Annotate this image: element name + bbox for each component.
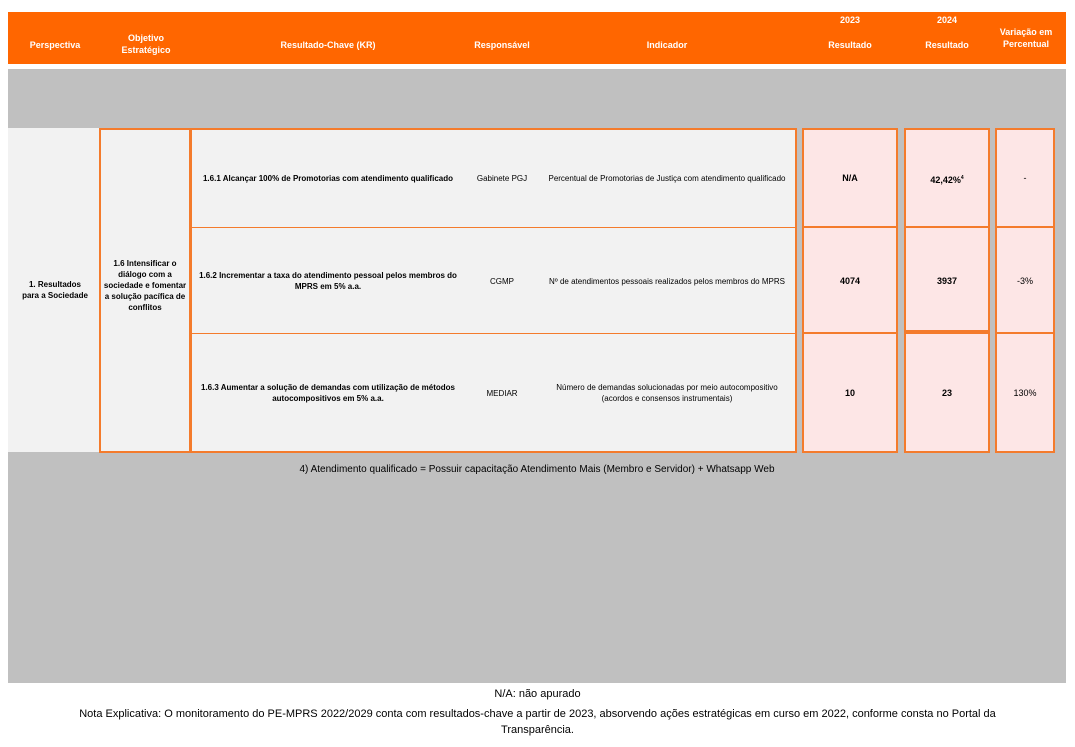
- resultado-2023-2: 4074: [839, 276, 861, 286]
- cell-divider: [804, 332, 896, 334]
- header-resultado-2023: Resultado: [828, 40, 872, 50]
- responsavel-3: MEDIAR: [486, 389, 518, 398]
- footer-nota: Nota Explicativa: O monitoramento do PE-MPRS 2022/2029 conta com resultados-chave a partir de 2023, absorvendo ações estratégicas em curso em 2022, conforme consta no Portal da Transparência.: [79, 708, 996, 736]
- header-responsavel: Responsável: [474, 40, 530, 50]
- kr-2-label: 1.6.2 Incrementar a taxa do atendimento pessoal pelos membros do MPRS em 5% a.a.: [199, 271, 457, 291]
- variacao-3: 130%: [1013, 388, 1037, 398]
- indicador-3: Número de demandas solucionadas por meio autocompositivo (acordos e consensos instrumentais): [556, 383, 778, 403]
- indicador-2: Nº de atendimentos pessoais realizados pelos membros do MPRS: [549, 277, 785, 286]
- cell-divider: [804, 226, 896, 228]
- resultado-2024-2: 3937: [936, 276, 958, 286]
- header-indicador: Indicador: [646, 40, 688, 50]
- variacao-1: -: [1023, 173, 1027, 183]
- kr-1-label: 1.6.1 Alcançar 100% de Promotorias com atendimento qualificado: [202, 174, 453, 183]
- row-divider: [192, 227, 795, 228]
- kr-3-label: 1.6.3 Aumentar a solução de demandas com utilização de métodos autocompositivos em 5% a.a.: [201, 383, 455, 403]
- perspectiva-label: 1. Resultados para a Sociedade: [22, 280, 88, 300]
- resultado-2023-1: N/A: [842, 173, 858, 183]
- cell-divider: [997, 226, 1053, 228]
- header-variacao: Variação em Percentual: [999, 27, 1053, 49]
- indicador-1: Percentual de Promotorias de Justiça com atendimento qualificado: [548, 174, 786, 183]
- footnote-ref: 4: [960, 175, 964, 181]
- resultado-2024-3: 23: [941, 388, 952, 398]
- header-perspectiva: Perspectiva: [29, 40, 81, 50]
- cell-divider: [997, 332, 1053, 334]
- cell-divider: [906, 332, 988, 334]
- header-year-2024: 2024: [936, 15, 958, 25]
- resultado-2024-1-value: 42,42%: [930, 175, 961, 185]
- resultado-2024-1: [904, 173, 990, 186]
- header-objetivo: Objetivo Estratégico: [121, 33, 171, 55]
- header-year-2023: 2023: [839, 15, 861, 25]
- responsavel-1: Gabinete PGJ: [476, 174, 528, 183]
- resultado-2023-3: 10: [844, 388, 855, 398]
- header-kr: Resultado-Chave (KR): [280, 40, 376, 50]
- responsavel-2: CGMP: [490, 277, 514, 286]
- variacao-2: -3%: [1016, 276, 1033, 286]
- footer-na: N/A: não apurado: [494, 688, 581, 700]
- row-divider: [192, 333, 795, 334]
- header-resultado-2024: Resultado: [925, 40, 969, 50]
- objetivo-label: 1.6 Intensificar o diálogo com a sociedade e fomentar a solução pacífica de conflitos: [103, 259, 187, 312]
- footnote-text: 4) Atendimento qualificado = Possuir capacitação Atendimento Mais (Membro e Servidor) + Whatsapp Web: [299, 464, 775, 475]
